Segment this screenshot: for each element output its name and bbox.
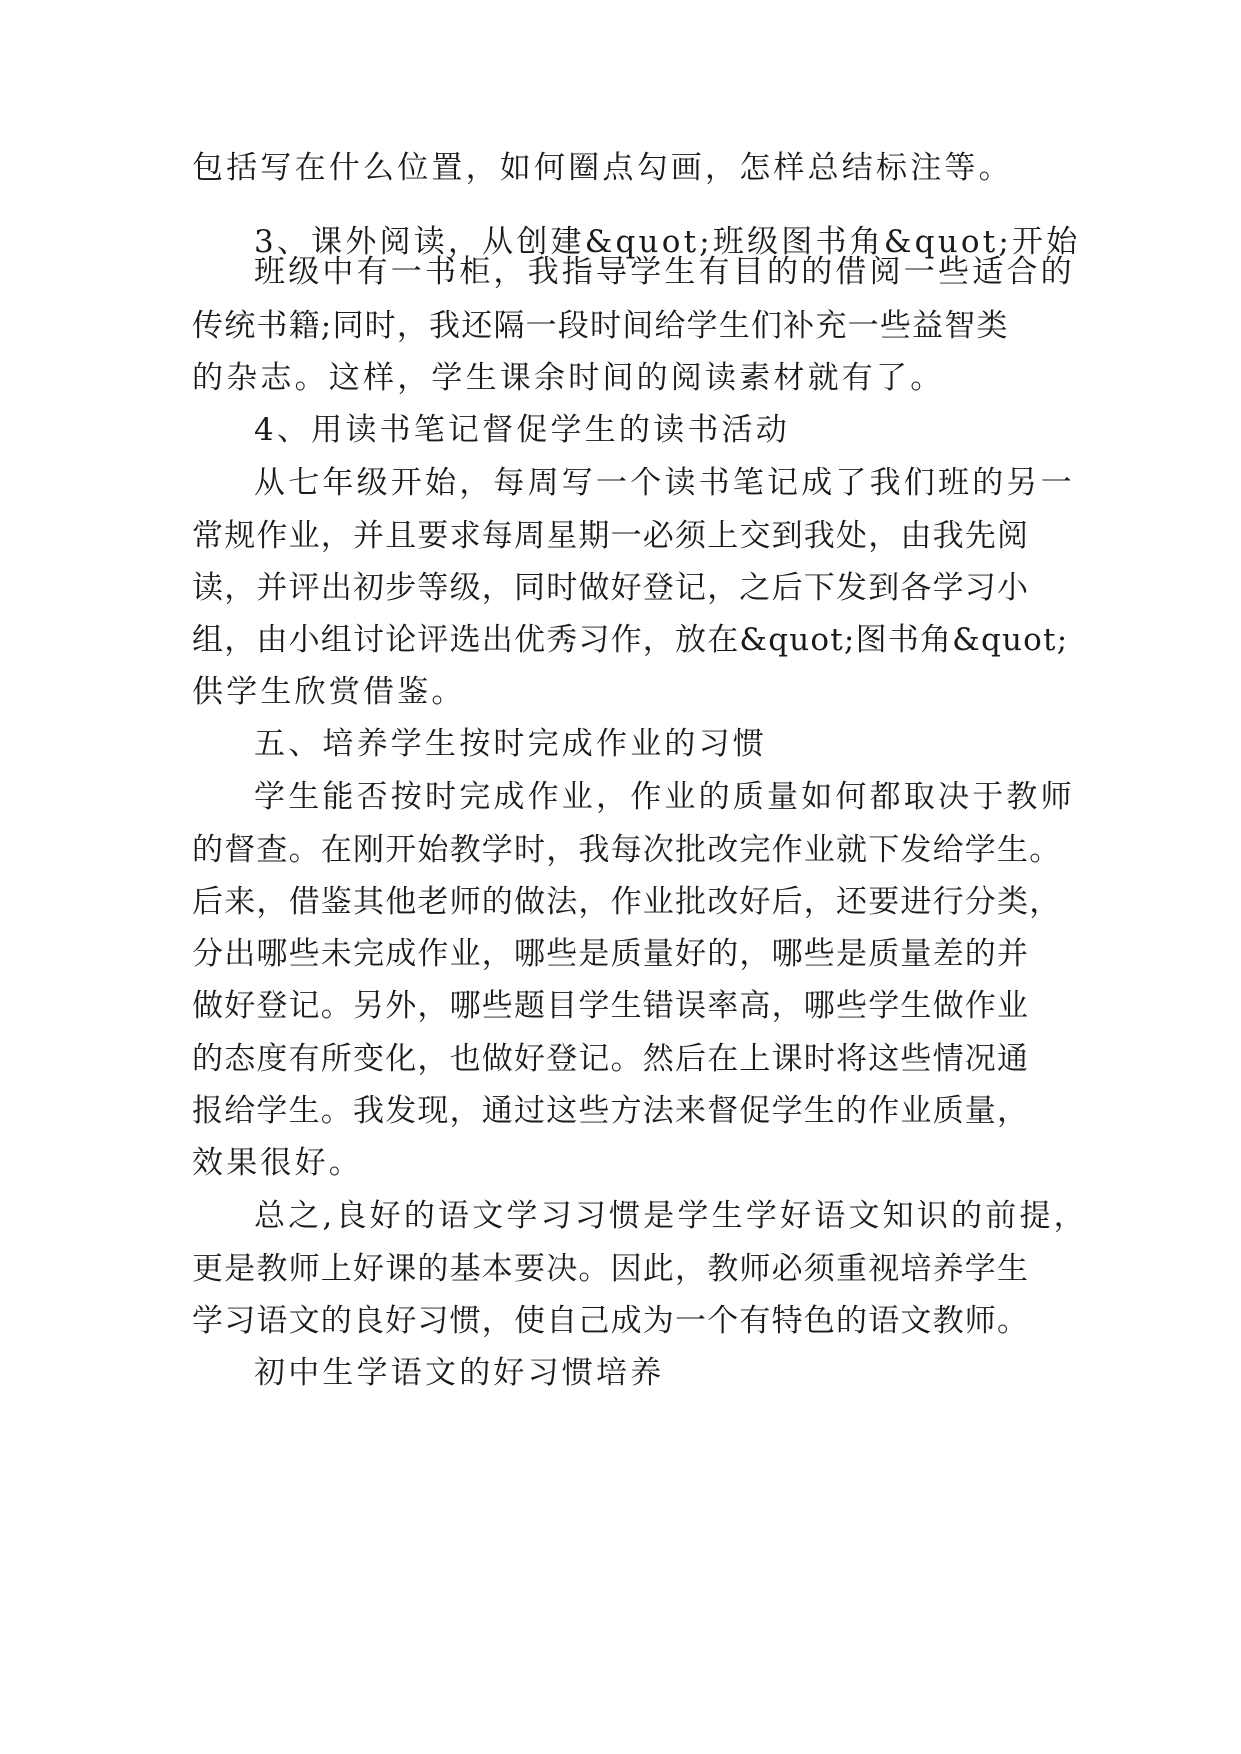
paragraph-line: 从七年级开始，每周写一个读书笔记成了我们班的另一 [254, 465, 1075, 501]
paragraph-line: 效果很好。 [192, 1145, 363, 1181]
paragraph-line: 班级中有一书柜，我指导学生有目的的借阅一些适合的 [254, 254, 1075, 290]
paragraph-line: 供学生欣赏借鉴。 [192, 674, 466, 710]
paragraph-line: 学习语文的良好习惯，使自己成为一个有特色的语文教师。 [192, 1303, 1030, 1339]
closing-title-line: 初中生学语文的好习惯培养 [254, 1355, 665, 1391]
paragraph-line: 做好登记。另外，哪些题目学生错误率高，哪些学生做作业 [192, 988, 1030, 1024]
paragraph-line: 的态度有所变化，也做好登记。然后在上课时将这些情况通 [192, 1041, 1030, 1077]
paragraph-line: 后来，借鉴其他老师的做法，作业批改好后，还要进行分类， [192, 884, 1062, 920]
paragraph-line: 的督查。在刚开始教学时，我每次批改完作业就下发给学生。 [192, 832, 1062, 868]
list-item-heading: 3、课外阅读，从创建&quot;班级图书角&quot;开始 [254, 224, 1081, 260]
section-heading: 五、培养学生按时完成作业的习惯 [254, 726, 767, 762]
paragraph-line: 更是教师上好课的基本要决。因此，教师必须重视培养学生 [192, 1251, 1030, 1287]
text-line: 包括写在什么位置，如何圈点勾画，怎样总结标注等。 [192, 150, 1013, 186]
paragraph-line: 分出哪些未完成作业，哪些是质量好的，哪些是质量差的并 [192, 936, 1030, 972]
paragraph-line: 的杂志。这样，学生课余时间的阅读素材就有了。 [192, 360, 945, 396]
paragraph-line: 组，由小组讨论评选出优秀习作，放在&quot;图书角&quot; [192, 622, 1069, 658]
paragraph-line: 学生能否按时完成作业，作业的质量如何都取决于教师 [254, 779, 1075, 815]
paragraph-line: 读，并评出初步等级，同时做好登记，之后下发到各学习小 [192, 570, 1030, 606]
paragraph-line: 传统书籍;同时，我还隔一段时间给学生们补充一些益智类 [192, 308, 1009, 344]
paragraph-line: 常规作业，并且要求每周星期一必须上交到我处，由我先阅 [192, 518, 1030, 554]
list-item-heading: 4、用读书笔记督促学生的读书活动 [254, 412, 790, 448]
paragraph-line: 报给学生。我发现，通过这些方法来督促学生的作业质量， [192, 1093, 1030, 1129]
paragraph-line: 总之,良好的语文学习习惯是学生学好语文知识的前提， [254, 1198, 1088, 1234]
